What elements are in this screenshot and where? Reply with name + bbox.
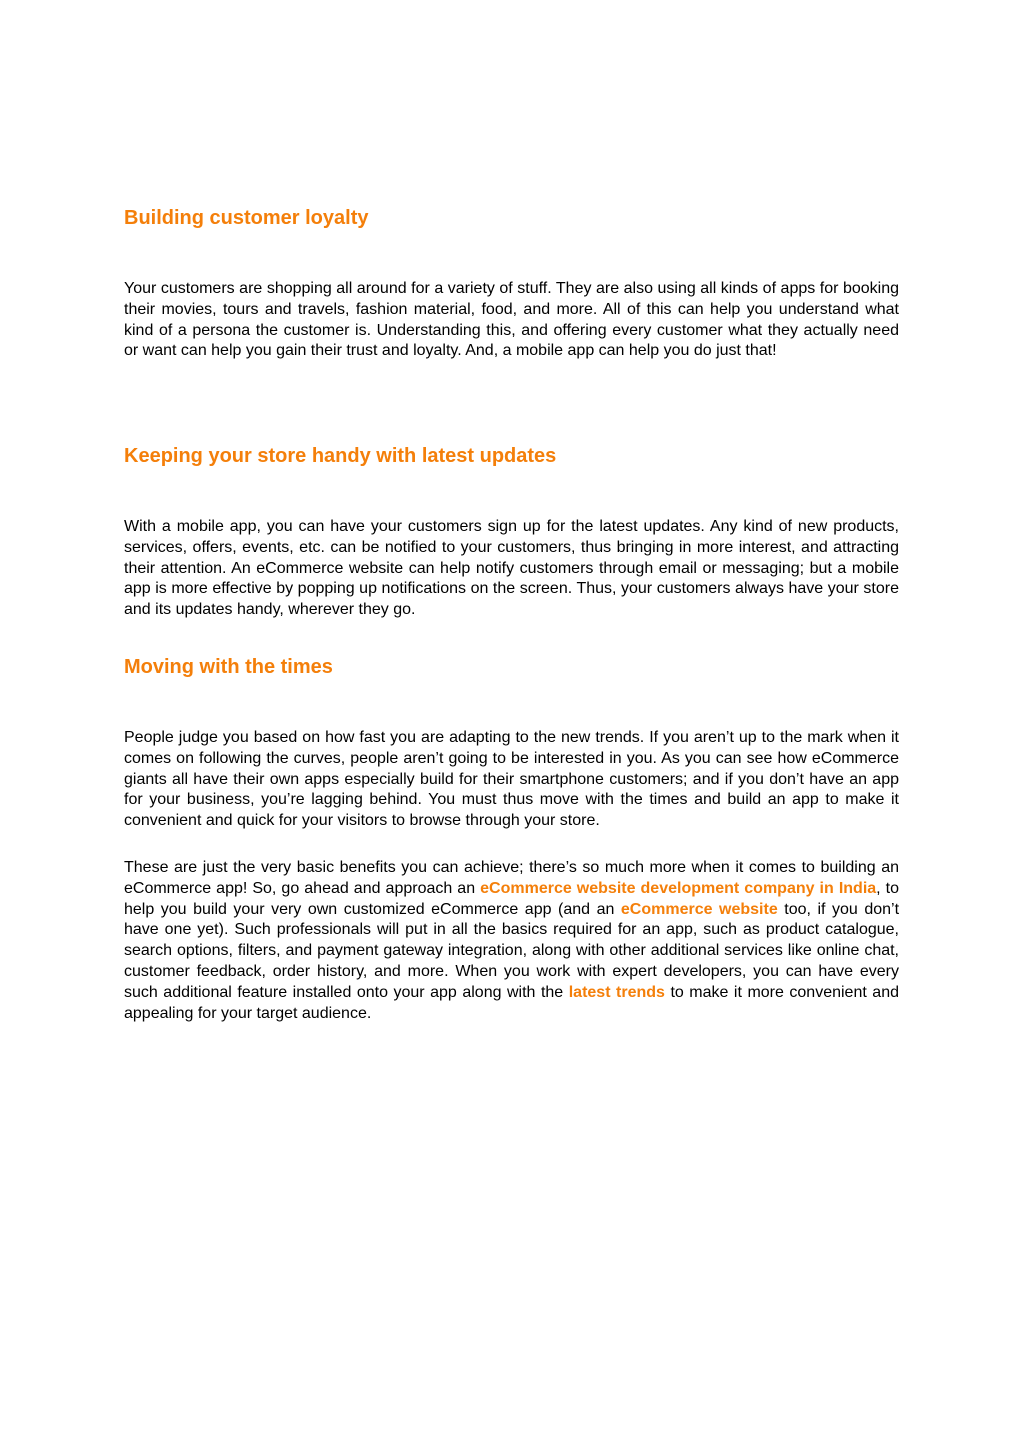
link-ecommerce-development-company[interactable]: eCommerce website development company in India	[480, 879, 877, 897]
closing-text-3: too, if you don’t have one yet). Such professionals will put in all the basics required for an app, such as product catalogue, search options, filters, and payment gateway integration, along with other additional services like online chat, customer feedback, order history, and more. When you work with expert developers, you can have every such additional feature installed onto your app along with the	[124, 900, 900, 1001]
paragraph-latest-updates: With a mobile app, you can have your customers sign up for the latest updates. Any kind of new products, services, offers, events, etc. can be notified to your customers, thus bringing in more interest, and attracting their attention. An eCommerce website can help notify customers through email or messaging; but a mobile app is more effective by popping up notifications on the screen. Thus, your customers always have your store and its updates handy, wherever they go.	[124, 518, 899, 619]
closing-text-2: , to help you build your very own customized eCommerce app (and an	[124, 879, 900, 918]
closing-text-1: These are just the very basic benefits you can achieve; there’s so much more when it comes to building an eCommerce app! So, go ahead and approach an	[124, 859, 899, 897]
closing-text-4: to make it more convenient and appealing for your target audience.	[124, 983, 900, 1022]
paragraph-closing	[124, 858, 899, 1024]
paragraph-moving-with-times: People judge you based on how fast you are adapting to the new trends. If you aren’t up to the mark when it comes on following the curves, people aren’t going to be interested in you. As you can see how eCommerce giants all have their own apps especially build for their smartphone customers; and if you don’t have an app for your business, you’re lagging behind. You must thus move with the times and build an app to make it convenient and quick for your visitors to browse through your store.	[124, 729, 899, 830]
heading-moving-with-times: Moving with the times	[124, 656, 333, 678]
heading-keeping-store-handy: Keeping your store handy with latest updates	[124, 445, 557, 467]
heading-building-customer-loyalty: Building customer loyalty	[124, 207, 369, 229]
link-latest-trends[interactable]: latest trends	[568, 983, 665, 1001]
link-ecommerce-website[interactable]: eCommerce website	[620, 900, 778, 918]
paragraph-customer-loyalty: Your customers are shopping all around for a variety of stuff. They are also using all kinds of apps for booking their movies, tours and travels, fashion material, food, and more. All of this can help you understand what kind of a persona the customer is. Understanding this, and offering every customer what they actually need or want can help you gain their trust and loyalty. And, a mobile app can help you do just that!	[124, 280, 899, 360]
